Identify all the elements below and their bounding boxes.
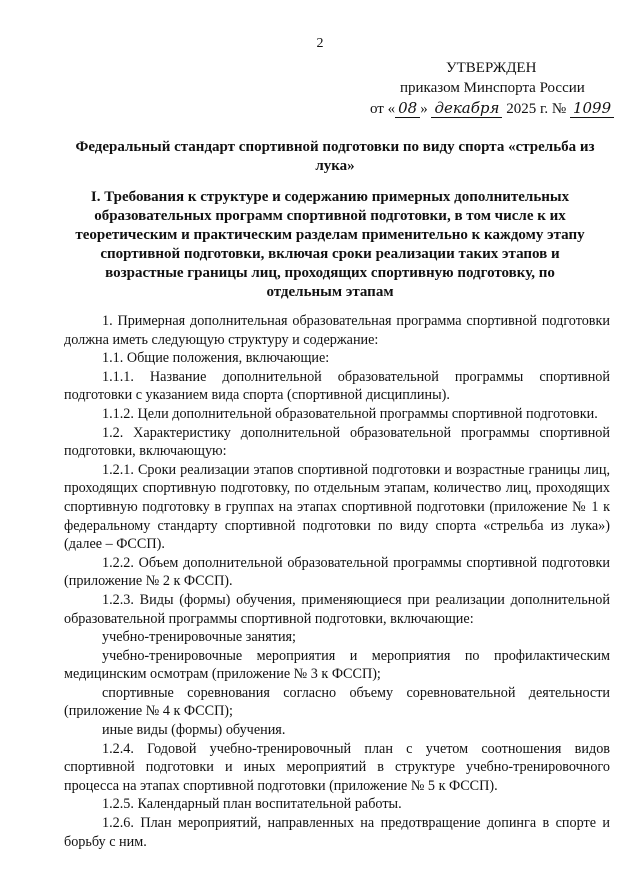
- date-prefix: от «: [370, 101, 396, 117]
- paragraph: учебно-тренировочные занятия;: [102, 629, 297, 646]
- handwritten-day: 08: [395, 99, 420, 118]
- handwritten-month: декабря: [431, 99, 502, 118]
- paragraph: 1.1. Общие положения, включающие:: [102, 350, 330, 367]
- paragraph: 1.2.1. Сроки реализации этапов спортивной подготовки и возрастные границы лиц, проходящих спортивную подготовку, по отдельным этапам, количество лиц, проходящих спортивную подготовку в группах на этапах спортивной подготовки (приложение № 1 к федеральному стандарту спортивной подготовки по виду спорта «стрельба из лука») (далее – ФССП).: [64, 461, 610, 553]
- paragraph: 1.2.2. Объем дополнительной образовательной программы спортивной подготовки (приложение № 2 к ФССП).: [64, 554, 610, 590]
- paragraph: иные виды (формы) обучения.: [102, 722, 286, 739]
- approval-date-line: [370, 98, 614, 119]
- paragraph: 1.2.3. Виды (формы) обучения, применяющиеся при реализации дополнительной образовательной программы спортивной подготовки, включающие:: [64, 591, 610, 627]
- date-year: 2025 г. №: [506, 101, 567, 117]
- paragraph: 1.2.5. Календарный план воспитательной работы.: [102, 796, 402, 813]
- paragraph: 1.1.2. Цели дополнительной образовательной программы спортивной подготовки.: [102, 405, 598, 422]
- paragraph: 1.2.6. План мероприятий, направленных на предотвращение допинга в спорте и борьбу с ним.: [64, 815, 610, 850]
- paragraph: 1.2. Характеристику дополнительной образовательной программы спортивной подготовки, включающую:: [64, 424, 610, 460]
- document-body: [64, 312, 610, 851]
- section-heading: I. Требования к структуре и содержанию примерных дополнительных образовательных программ спортивной подготовки, в том числе к их теоретическим и практическим разделам применительно к каждому этапу спортивной подготовки, включая сроки реализации таких этапов и возрастные границы лиц, проходящих спортивную подготовку, по отдельным этапам: [75, 189, 585, 300]
- approval-title: УТВЕРЖДЕН: [446, 60, 537, 76]
- paragraph: учебно-тренировочные мероприятия и мероприятия по профилактическим медицинским осмотрам (приложение № 3 к ФССП);: [64, 647, 610, 683]
- date-mid: »: [420, 101, 428, 117]
- paragraph: 1.2.4. Годовой учебно-тренировочный план с учетом соотношения видов спортивной подготовки и иных мероприятий в структуре учебно-тренировочного процесса на этапах спортивной подготовки (приложение № 5 к ФССП).: [64, 740, 610, 794]
- handwritten-number: 1099: [570, 99, 614, 118]
- approval-block: [370, 58, 614, 119]
- approval-order: приказом Минспорта России: [400, 80, 585, 96]
- paragraph: спортивные соревнования согласно объему соревновательной деятельности (приложение № 4 к ФССП);: [64, 684, 610, 720]
- paragraph: 1. Примерная дополнительная образовательная программа спортивной подготовки должна иметь следующую структуру и содержание:: [64, 313, 610, 348]
- paragraph: 1.1.1. Название дополнительной образовательной программы спортивной подготовки с указанием вида спорта (спортивной дисциплины).: [64, 368, 610, 404]
- document-title: Федеральный стандарт спортивной подготовки по виду спорта «стрельба из лука»: [75, 139, 595, 174]
- page-number: 2: [316, 36, 324, 51]
